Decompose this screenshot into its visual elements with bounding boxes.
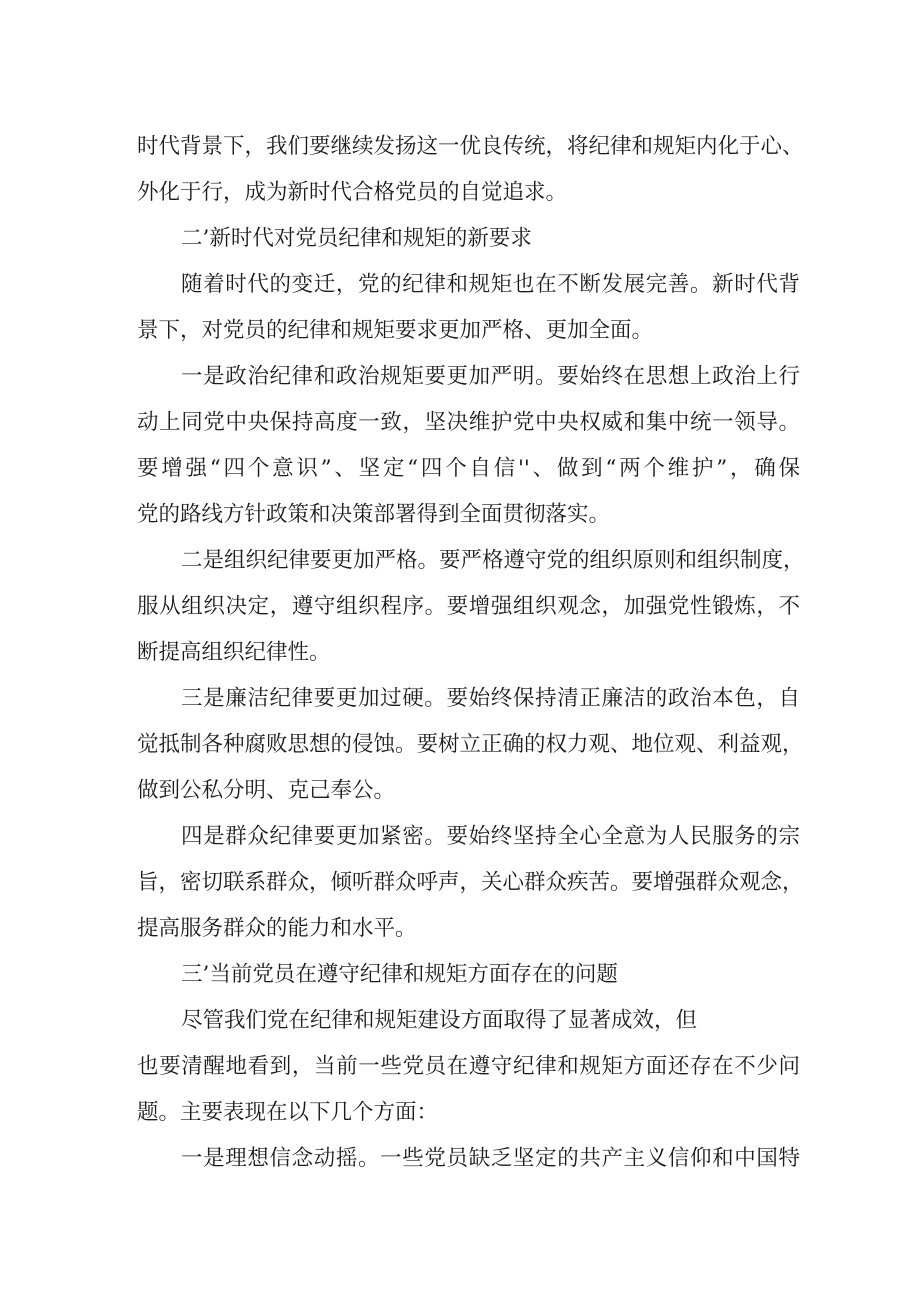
paragraph-last-line: 断提高组织纪律性。 (137, 640, 331, 665)
paragraph-last-line: 党的路线方针政策和决策部署得到全面贯彻落实。 (137, 502, 611, 527)
document-body (137, 124, 805, 1182)
paragraph-first-line: 二是组织纪律要更加严格。要严格遵守党的组织原则和组织制度， (181, 548, 805, 573)
paragraph-line: 服从组织决定，遵守组织程序。要增强组织观念，加强党性锻炼，不 (137, 594, 800, 619)
paragraph-first-line: 尽管我们党在纪律和规矩建设方面取得了显著成效，但 (181, 1008, 698, 1033)
paragraph-line: 也要清醒地看到，当前一些党员在遵守纪律和规矩方面还存在不少问 (137, 1054, 800, 1079)
paragraph-last-line: 题。主要表现在以下几个方面： (137, 1100, 439, 1125)
section-heading: 三’当前党员在遵守纪律和规矩方面存在的问题 (181, 962, 618, 987)
paragraph-line: 动上同党中央保持高度一致，坚决维护党中央权威和集中统一领导。 (137, 410, 800, 435)
paragraph-first-line: 三是廉洁纪律要更加过硬。要始终保持清正廉洁的政治本色，自 (181, 686, 800, 711)
paragraph-first-line: 一是政治纪律和政治规矩要更加严明。要始终在思想上政治上行 (181, 364, 800, 389)
paragraph-line: 要增强“四个意识”、坚定“四个自信''、做到“两个维护”，确保 (137, 456, 800, 481)
paragraph-last-line: 做到公私分明、克己奉公。 (137, 778, 396, 803)
paragraph-line: 旨，密切联系群众，倾听群众呼声，关心群众疾苦。要增强群众观念， (137, 870, 804, 895)
paragraph-last-line: 景下，对党员的纪律和规矩要求更加严格、更加全面。 (137, 318, 654, 343)
paragraph-first-line: 随着时代的变迁，党的纪律和规矩也在不断发展完善。新时代背 (181, 272, 800, 297)
paragraph-last-line: 外化于行，成为新时代合格党员的自觉追求。 (137, 180, 568, 205)
paragraph-first-line: 四是群众纪律要更加紧密。要始终坚持全心全意为人民服务的宗 (181, 824, 800, 849)
paragraph-line: 觉抵制各种腐败思想的侵蚀。要树立正确的权力观、地位观、利益观， (137, 732, 804, 757)
paragraph-last-line: 提高服务群众的能力和水平。 (137, 916, 417, 941)
paragraph-first-line: 一是理想信念动摇。一些党员缺乏坚定的共产主义信仰和中国特 (181, 1146, 800, 1171)
paragraph-line: 时代背景下，我们要继续发扬这一优良传统，将纪律和规矩内化于心、 (137, 134, 804, 159)
section-heading: 二’新时代对党员纪律和规矩的新要求 (181, 226, 532, 251)
